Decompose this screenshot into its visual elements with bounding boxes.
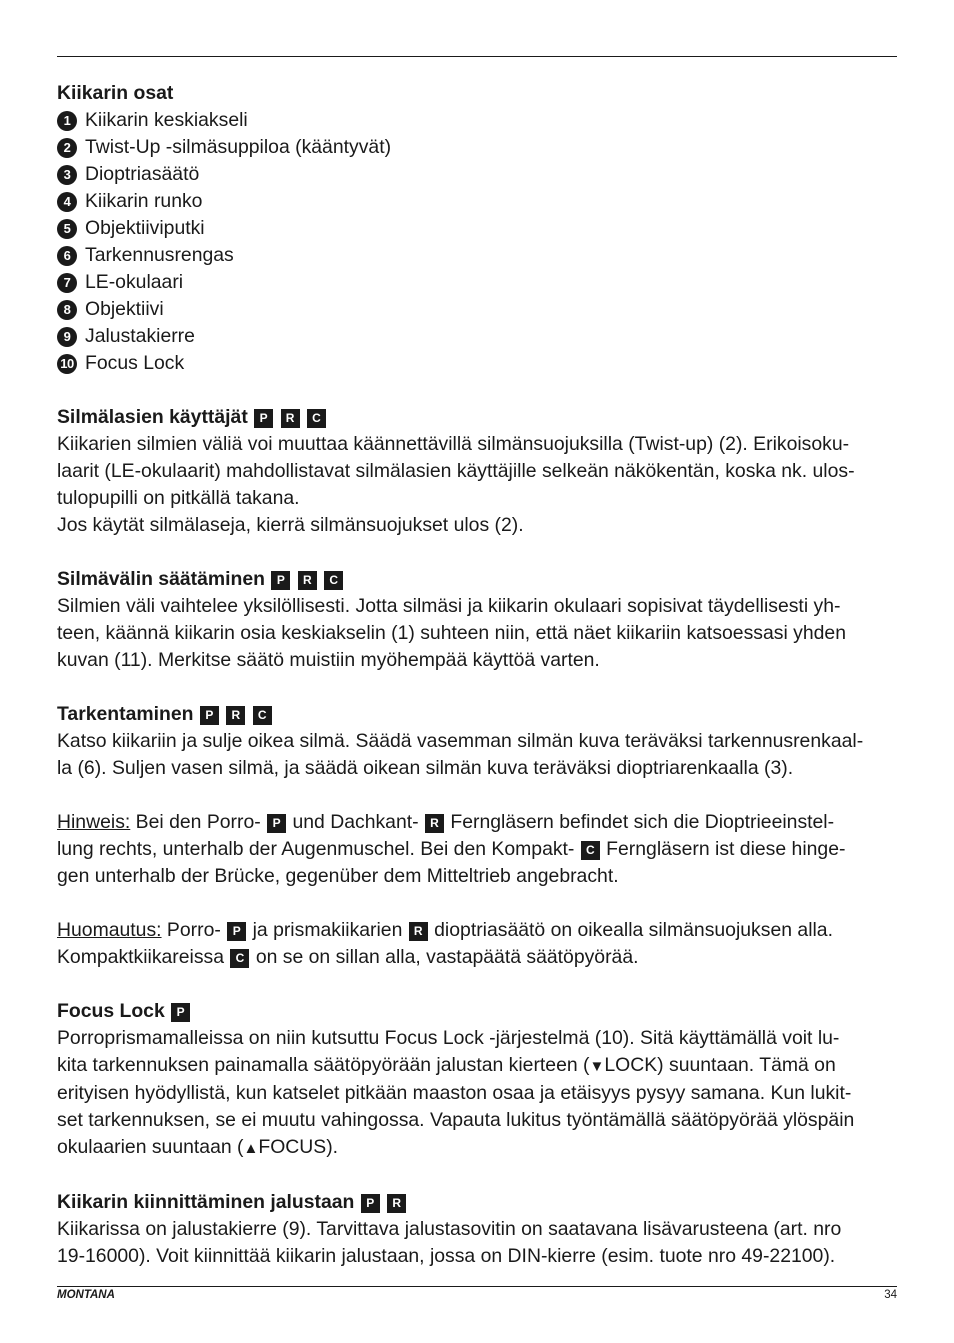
parts-heading: Kiikarin osat [57,82,174,104]
porro-badge: P [271,571,290,590]
roof-badge: R [226,706,245,725]
compact-badge: C [230,949,249,968]
focusing-text: Katso kiikariin ja sulje oikea silmä. Säädä vasemman silmän kuva teräväksi tarkennusrenkaal- la (6). Suljen vasen silmä, ja säädä oikean silmän kuva teräväksi dioptriarenkaalla (3). [57,730,864,779]
roof-badge: R [298,571,317,590]
number-10-icon: 10 [57,354,77,374]
compact-badge: C [307,409,326,428]
number-2-icon: 2 [57,138,77,158]
list-item: 6 Tarkennusrengas [57,242,897,269]
hinweis-note: Hinweis: Bei den Porro- P und Dachkant- R Ferngläsern befindet sich die Dioptrieeinstel- lung rechts, unterhalb der Augenmuschel. Bei den Kompakt- C Ferngläsern ist diese hinge- gen unterhalb der Brücke, gegenüber dem Mitteltrieb angebracht. [57,811,846,887]
page-number: 34 [884,1289,897,1301]
list-item: 4 Kiikarin runko [57,188,897,215]
porro-badge: P [254,409,273,428]
list-item: 9 Jalustakierre [57,323,897,350]
eyeglasses-text: Kiikarien silmien väliä voi muuttaa käännettävillä silmänsuojuksilla (Twist-up) (2). Erikoisoku- laarit (LE-okulaarit) mahdollistavat silmälasien käyttäjille selkeän näkökentän, koska nk. ulos- tulopupilli on pitkällä takana. Jos käytät silmälaseja, kierrä silmänsuojukset ulos (2). [57,433,855,536]
hinweis-label: Hinweis: [57,811,131,833]
compact-badge: C [253,706,272,725]
ipd-text: Silmien väli vaihtelee yksilöllisesti. Jotta silmäsi ja kiikarin okulaari sopisivat täydellisesti yh- teen, käännä kiikarin osia keskiakselin (1) suhteen niin, että näet kiikariin katsoessasi yhden kuvan (11). Merkitse säätö muistiin myöhempää käyttöä varten. [57,595,846,671]
ipd-heading: Silmävälin säätäminen P R C [57,566,897,593]
porro-badge: P [227,922,246,941]
focusing-heading: Tarkentaminen P R C [57,701,897,728]
triangle-down-icon: ▼ [589,1058,605,1075]
porro-badge: P [267,814,286,833]
porro-badge: P [200,706,219,725]
list-item: 2 Twist-Up -silmäsuppiloa (kääntyvät) [57,134,897,161]
footer-brand: MONTANA [57,1289,115,1301]
number-3-icon: 3 [57,165,77,185]
porro-badge: P [361,1194,380,1213]
bottom-rule [57,1286,897,1287]
top-rule [57,56,897,57]
list-item: 8 Objektiivi [57,296,897,323]
number-7-icon: 7 [57,273,77,293]
roof-badge: R [387,1194,406,1213]
list-item: 7 LE-okulaari [57,269,897,296]
tripod-text: Kiikarissa on jalustakierre (9). Tarvittava jalustasovitin on saatavana lisävarusteena (art. nro 19-16000). Voit kiinnittää kiikarin jalustaan, jossa on DIN-kierre (esim. tuote nro 49-22100). [57,1218,842,1267]
number-6-icon: 6 [57,246,77,266]
eyeglasses-heading: Silmälasien käyttäjät P R C [57,404,897,431]
list-item: 1 Kiikarin keskiakseli [57,107,897,134]
triangle-up-icon: ▲ [243,1140,259,1157]
list-item: 3 Dioptriasäätö [57,161,897,188]
number-5-icon: 5 [57,219,77,239]
number-9-icon: 9 [57,327,77,347]
roof-badge: R [409,922,428,941]
focuslock-heading: Focus Lock P [57,998,897,1025]
number-8-icon: 8 [57,300,77,320]
porro-badge: P [171,1003,190,1022]
number-1-icon: 1 [57,111,77,131]
tripod-heading: Kiikarin kiinnittäminen jalustaan P R [57,1189,897,1216]
number-4-icon: 4 [57,192,77,212]
roof-badge: R [425,814,444,833]
list-item: 10 Focus Lock [57,350,897,377]
list-item: 5 Objektiiviputki [57,215,897,242]
focuslock-text: Porroprismamalleissa on niin kutsuttu Focus Lock -järjestelmä (10). Sitä käyttämällä voit lu- kita tarkennuksen painamalla säätöpyörään jalustan kierteen (▼LOCK) suuntaan. Tämä on erityisen hyödyllistä, kun katselet pitkään maaston osaa ja etäisyys pysyy samana. Kun lukit- set tarkennuksen, se ei muutu vahingossa. Vapauta lukitus työntämällä säätöpyörää ylöspäin okulaarien suuntaan (▲FOCUS). [57,1027,855,1158]
compact-badge: C [324,571,343,590]
compact-badge: C [581,841,600,860]
huomautus-note: Huomautus: Porro- P ja prismakiikarien R dioptriasäätö on oikealla silmänsuojuksen alla. Kompaktkiikareissa C on se on sillan alla, vastapäätä säätöpyörää. [57,919,833,968]
huomautus-label: Huomautus: [57,919,162,941]
page-content [57,80,897,1270]
roof-badge: R [281,409,300,428]
parts-list [57,107,897,377]
